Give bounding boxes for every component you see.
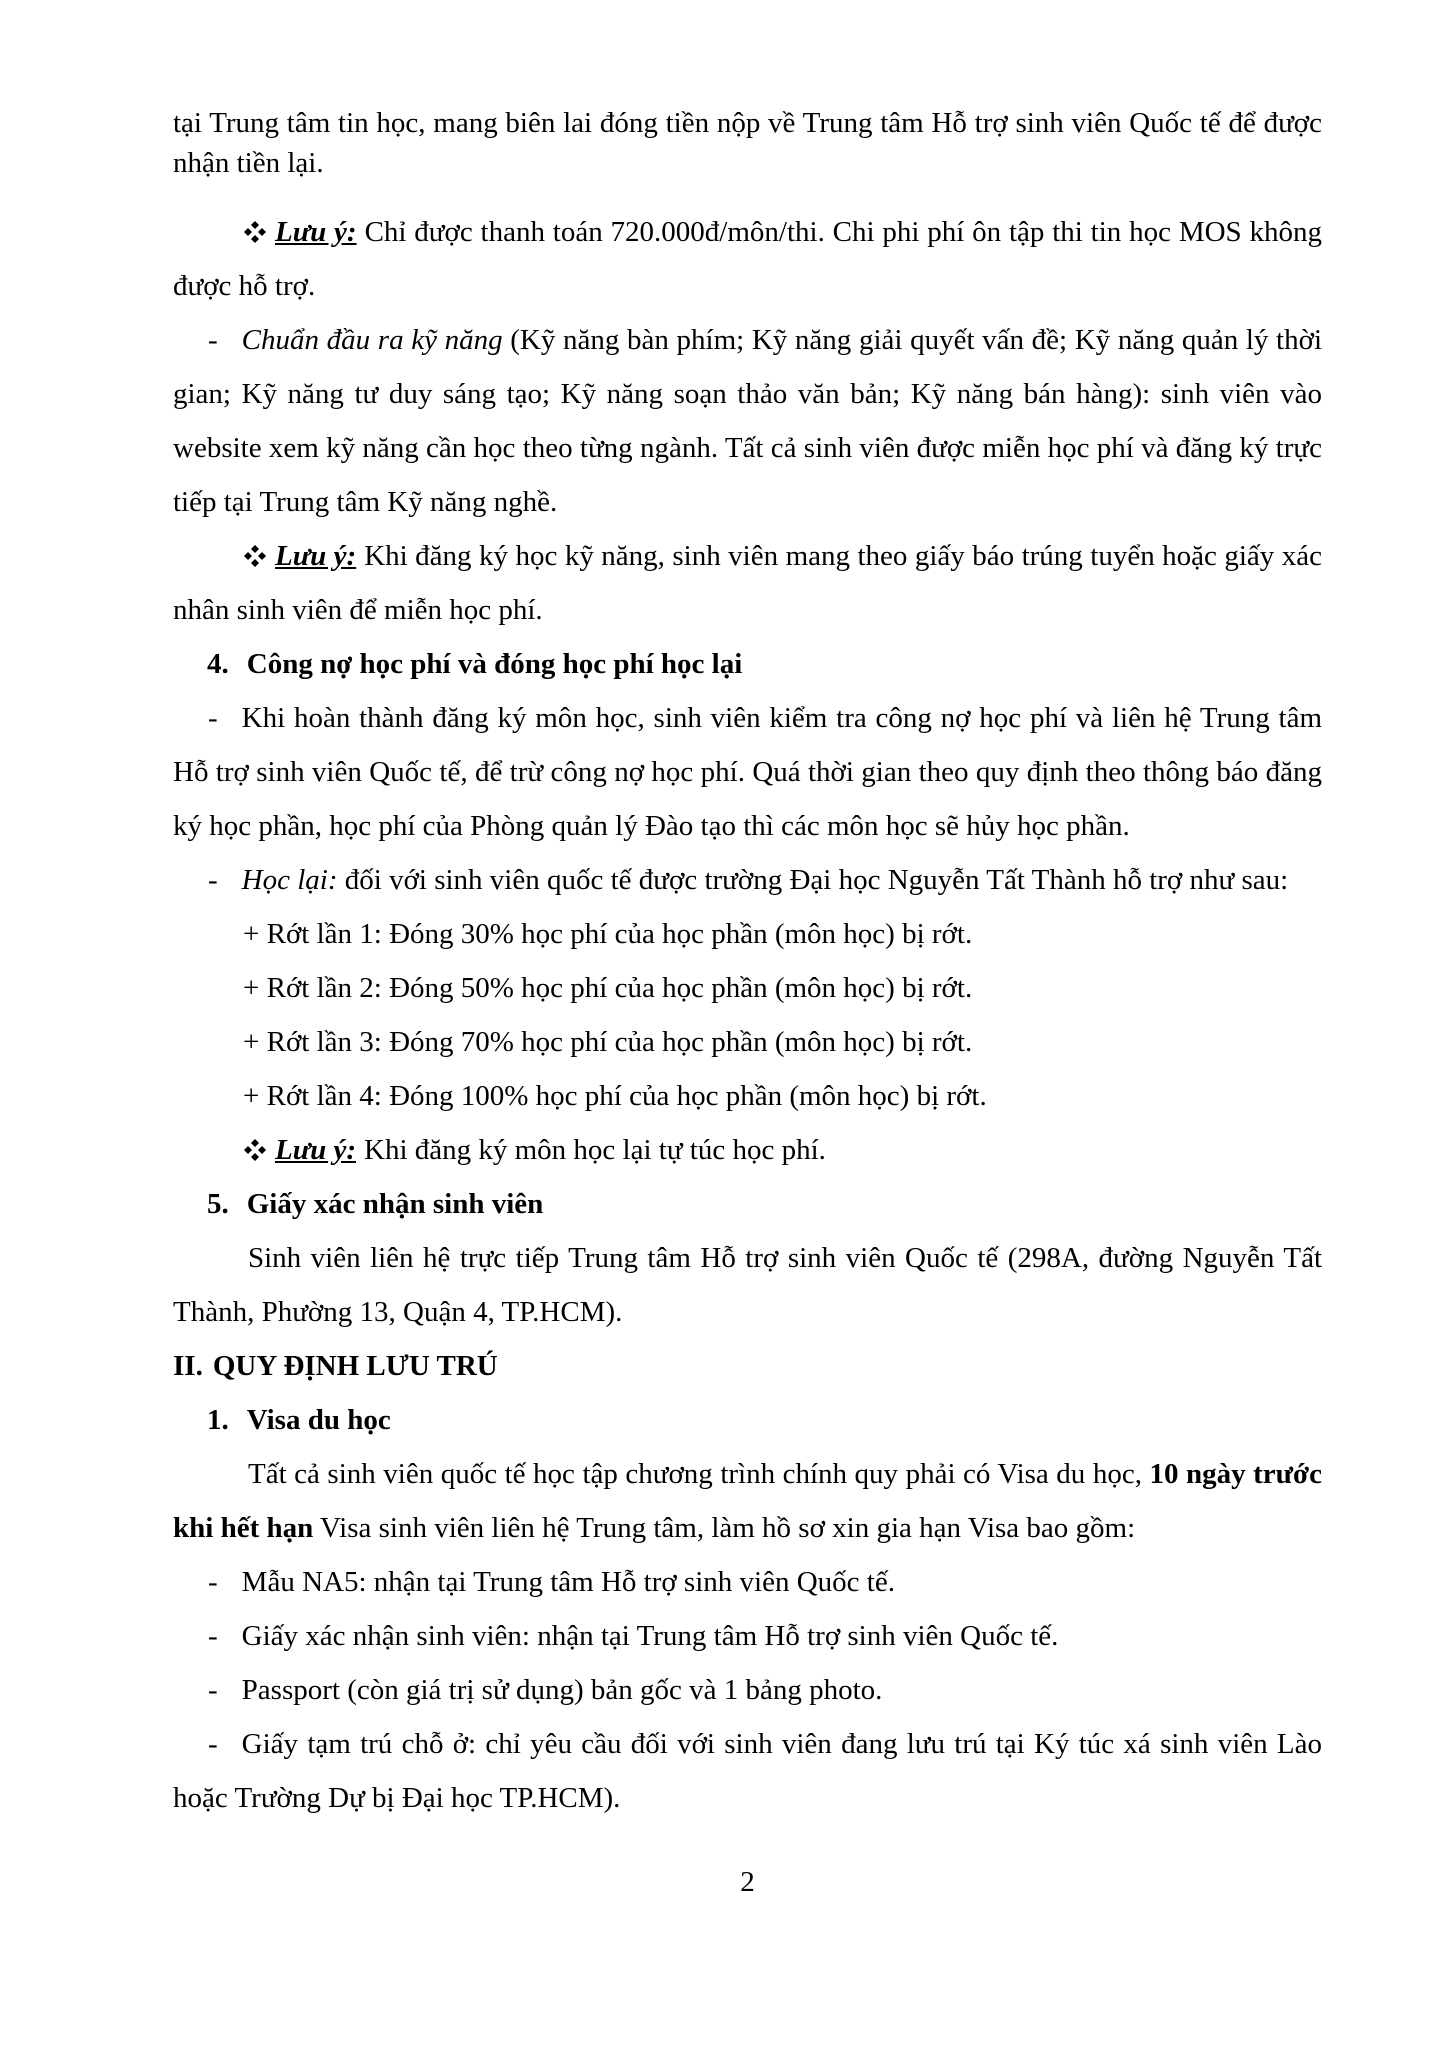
retake-fee-line-1: + Rớt lần 1: Đóng 30% học phí của học phần (môn học) bị rớt. <box>243 918 973 950</box>
note-mos-fee <box>173 205 1322 313</box>
list-item-lead: Học lại: <box>241 864 338 896</box>
heading-title: Visa du học <box>246 1404 391 1436</box>
retake-fee-line-2: + Rớt lần 2: Đóng 50% học phí của học phần (môn học) bị rớt. <box>243 972 973 1004</box>
note-label: Lưu ý: <box>275 216 357 248</box>
list-item-text: (Kỹ năng bàn phím; Kỹ năng giải quyết vấn đề; Kỹ năng quản lý thời gian; Kỹ năng tư duy sáng tạo; Kỹ năng soạn thảo văn bản; Kỹ năng bán hàng): sinh viên vào website xem kỹ năng cần học theo từng ngành. Tất cả sinh viên được miễn học phí và đăng ký trực tiếp tại Trung tâm Kỹ năng nghề. <box>173 324 1322 518</box>
note-text: Khi đăng ký môn học lại tự túc học phí. <box>364 1134 826 1166</box>
dash-marker: - <box>208 1566 218 1598</box>
note-text: Khi đăng ký học kỹ năng, sinh viên mang theo giấy báo trúng tuyển hoặc giấy xác nhân sinh viên để miễn học phí. <box>173 540 1322 626</box>
note-label: Lưu ý: <box>275 540 357 572</box>
dash-marker: - <box>208 324 218 356</box>
heading-title: Công nợ học phí và đóng học phí học lại <box>246 648 743 680</box>
dash-marker: - <box>208 1620 218 1652</box>
list-item-text: đối với sinh viên quốc tế được trường Đại học Nguyễn Tất Thành hỗ trợ như sau: <box>337 864 1289 896</box>
dash-marker: - <box>208 1674 218 1706</box>
list-item-retake <box>173 853 1322 907</box>
note-label: Lưu ý: <box>275 1134 356 1166</box>
dash-marker: - <box>208 864 218 896</box>
heading-number: II. <box>173 1350 203 1382</box>
section-heading-5 <box>173 1177 1322 1231</box>
diamond-bullet-icon <box>208 205 267 259</box>
section-heading-4 <box>173 637 1322 691</box>
list-item-text: Passport (còn giá trị sử dụng) bản gốc và 1 bảng photo. <box>241 1674 883 1706</box>
list-item-debt <box>173 691 1322 853</box>
section-heading-II <box>173 1339 1322 1393</box>
section-heading-visa <box>173 1393 1322 1447</box>
list-item-text: Mẫu NA5: nhận tại Trung tâm Hỗ trợ sinh viên Quốc tế. <box>241 1566 895 1598</box>
list-item-lead: Chuẩn đầu ra kỹ năng <box>241 324 503 356</box>
retake-fee-line-4: + Rớt lần 4: Đóng 100% học phí của học phần (môn học) bị rớt. <box>243 1080 987 1112</box>
paragraph-continuation: tại Trung tâm tin học, mang biên lai đóng tiền nộp về Trung tâm Hỗ trợ sinh viên Quốc tế để được nhận tiền lại. <box>173 107 1322 179</box>
list-item-text: Khi hoàn thành đăng ký môn học, sinh viên kiểm tra công nợ học phí và liên hệ Trung tâm Hỗ trợ sinh viên Quốc tế, để trừ công nợ học phí. Quá thời gian theo quy định theo thông báo đăng ký học phần, học phí của Phòng quản lý Đào tạo thì các môn học sẽ hủy học phần. <box>173 702 1322 842</box>
note-retake <box>173 1123 1322 1177</box>
paragraph-visa <box>173 1447 1322 1555</box>
heading-number: 1. <box>207 1404 229 1436</box>
heading-title: Giấy xác nhận sinh viên <box>246 1188 544 1220</box>
visa-doc-item-3 <box>173 1663 1322 1717</box>
note-text: Chỉ được thanh toán 720.000đ/môn/thi. Chi phi phí ôn tập thi tin học MOS không được hỗ trợ. <box>173 216 1322 302</box>
heading-title: QUY ĐỊNH LƯU TRÚ <box>212 1350 498 1382</box>
heading-number: 4. <box>207 648 229 680</box>
paragraph-student-confirm: Sinh viên liên hệ trực tiếp Trung tâm Hỗ trợ sinh viên Quốc tế (298A, đường Nguyễn Tất Thành, Phường 13, Quận 4, TP.HCM). <box>173 1242 1322 1328</box>
dash-marker: - <box>208 702 218 734</box>
paragraph-bold-run: 10 ngày trước khi hết hạn <box>173 1458 1322 1544</box>
paragraph-text: Visa sinh viên liên hệ Trung tâm, làm hồ sơ xin gia hạn Visa bao gồm: <box>313 1512 1136 1544</box>
list-item-skills <box>173 313 1322 529</box>
diamond-bullet-icon <box>208 529 267 583</box>
heading-number: 5. <box>207 1188 229 1220</box>
dash-marker: - <box>208 1728 218 1760</box>
visa-doc-item-2 <box>173 1609 1322 1663</box>
list-item-text: Giấy xác nhận sinh viên: nhận tại Trung tâm Hỗ trợ sinh viên Quốc tế. <box>241 1620 1059 1652</box>
diamond-bullet-icon <box>208 1123 267 1177</box>
paragraph-text: Tất cả sinh viên quốc tế học tập chương trình chính quy phải có Visa du học, <box>248 1458 1150 1490</box>
visa-doc-item-1 <box>173 1555 1322 1609</box>
page-number: 2 <box>740 1866 755 1898</box>
list-item-text: Giấy tạm trú chỗ ở: chỉ yêu cầu đối với sinh viên đang lưu trú tại Ký túc xá sinh viên Lào hoặc Trường Dự bị Đại học TP.HCM). <box>173 1728 1322 1814</box>
visa-doc-item-4 <box>173 1717 1322 1825</box>
retake-fee-line-3: + Rớt lần 3: Đóng 70% học phí của học phần (môn học) bị rớt. <box>243 1026 973 1058</box>
note-skills <box>173 529 1322 637</box>
